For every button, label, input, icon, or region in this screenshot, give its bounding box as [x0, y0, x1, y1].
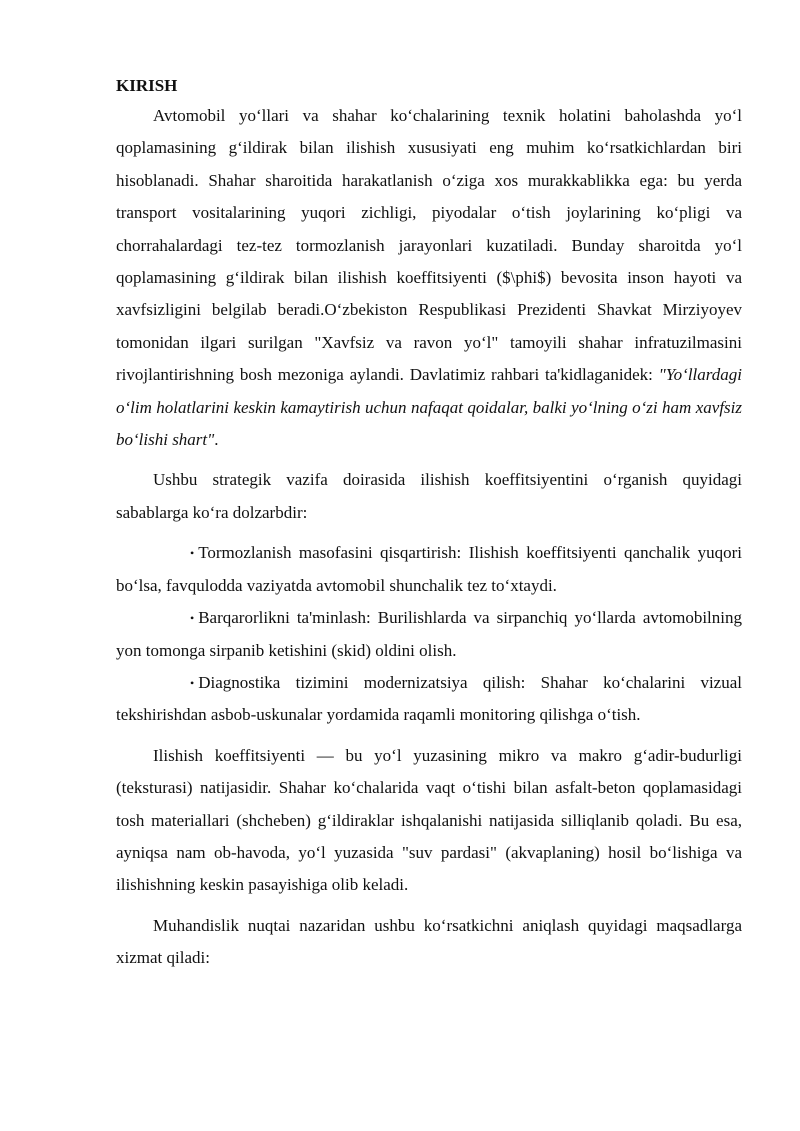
bullet-icon: • [190, 611, 195, 626]
bullet-icon: • [190, 546, 195, 561]
section-heading: KIRISH [116, 76, 178, 95]
bullet-item [116, 602, 742, 667]
bullet-text: Barqarorlikni ta'minlash: Burilishlarda va sirpanchiq yo‘llarda avtomobilning yon tomonga sirpanib ketishini (skid) oldini olish. [116, 608, 742, 660]
bullet-icon: • [190, 675, 195, 690]
president-quote: "Yo‘llardagi o‘lim holatlarini keskin kamaytirish uchun nafaqat qoidalar, balki yo‘lning o‘zi ham xavfsiz bo‘lishi shart" [116, 365, 742, 450]
intro-text: Avtomobil yo‘llari va shahar ko‘chalarining texnik holatini baholashda yo‘l qoplamasining g‘ildirak bilan ilishish xususiyati eng muhim ko‘rsatkichlardan biri hisoblanadi. Shahar sharoitida harakatlanish o‘ziga xos murakkablikka ega: bu yerda transport vositalarining yuqori zichligi, piyodalar o‘tish joylarining ko‘pligi va chorrahalardagi tez-tez tormozlanish jarayonlari kuzatiladi. Bunday sharoitda yo‘l qoplamasining g‘ildirak bilan ilishish koeffitsiyenti ($\phi$) bevosita inson hayoti va xavfsizligini belgilab beradi.O‘zbekiston Respublikasi Prezidenti Shavkat Mirziyoyev tomonidan ilgari surilgan "Xavfsiz va ravon yo‘l" tamoyili shahar infratuzilmasini rivojlantirishning bosh mezoniga aylandi. Davlatimiz rahbari ta'kidlaganidek: [116, 106, 742, 385]
bullet-text: Diagnostika tizimini modernizatsiya qilish: Shahar ko‘chalarini vizual tekshirishdan asbob-uskunalar yordamida raqamli monitoring qilishga o‘tish. [116, 672, 742, 725]
texture-paragraph: Ilishish koeffitsiyenti — bu yo‘l yuzasining mikro va makro g‘adir-budurligi (teksturasi) natijasidir. Shahar ko‘chalarida vaqt o‘tishi bilan asfalt-beton qoplamasidagi tosh materiallari (shcheben) g‘ildiraklar ishqalanishi natijasida silliqlanib qoladi. Bu esa, ayniqsa nam ob-havoda, yo‘l yuzasida "suv pardasi" (akvaplaning) hosil bo‘lishiga va ilishishning keskin pasayishiga olib keladi. [116, 745, 742, 895]
bullet-text: Tormozlanish masofasini qisqartirish: Ilishish koeffitsiyenti qanchalik yuqori bo‘lsa, favqulodda vaziyatda avtomobil shunchalik tez to‘xtaydi. [116, 543, 742, 595]
engineering-paragraph: Muhandislik nuqtai nazaridan ushbu ko‘rsatkichni aniqlash quyidagi maqsadlarga xizmat qiladi: [116, 915, 742, 968]
bullet-item [116, 667, 742, 732]
intro-text-end: . [214, 430, 219, 450]
reasons-paragraph: Ushbu strategik vazifa doirasida ilishish koeffitsiyentini o‘rganish quyidagi sabablarga ko‘ra dolzarbdir: [116, 470, 742, 522]
document-page [116, 70, 742, 975]
intro-paragraph [116, 100, 742, 456]
bullet-item [116, 537, 742, 602]
